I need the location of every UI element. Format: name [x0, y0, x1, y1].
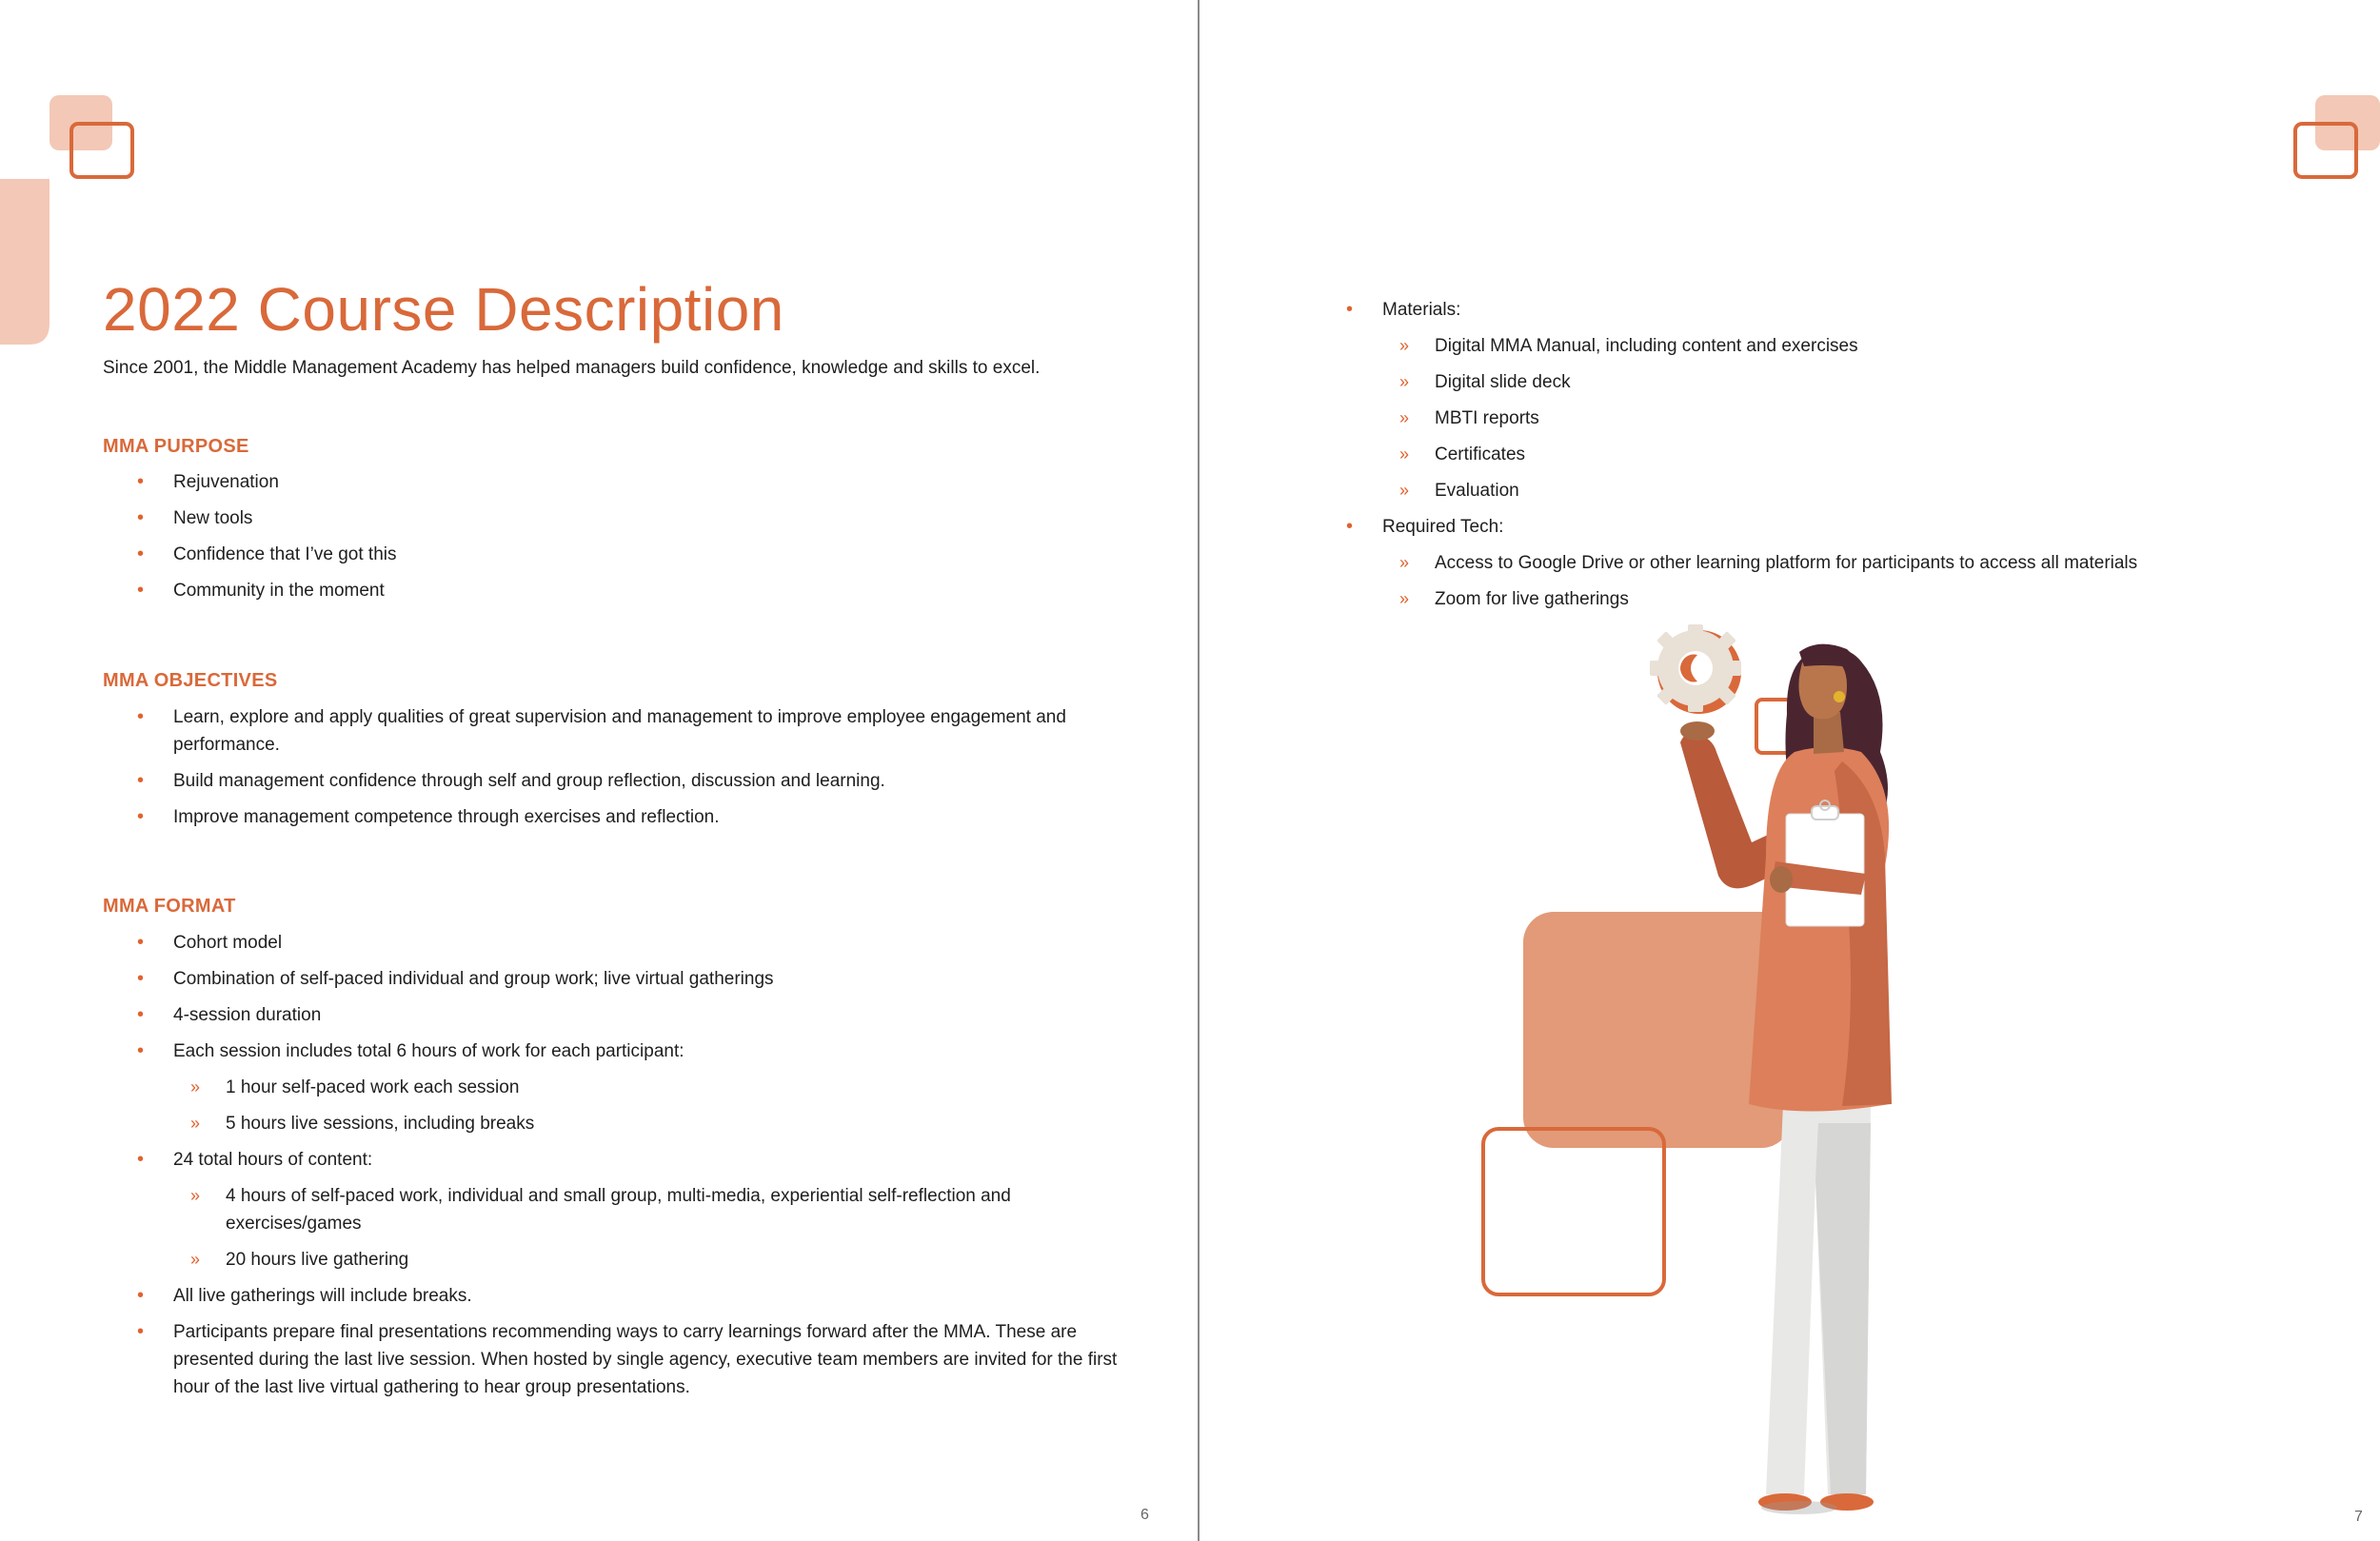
list-item-text: Required Tech: — [1382, 517, 1504, 537]
list-item — [103, 1282, 1131, 1310]
chevron-right-icon: » — [1399, 589, 1410, 608]
sub-list-item — [173, 1110, 1131, 1137]
sub-list-item — [1382, 405, 2340, 432]
page-number-left: 6 — [1140, 1507, 1149, 1523]
sub-list-item — [1382, 441, 2340, 468]
bullet-icon: • — [137, 1004, 145, 1025]
list-item-text: Learn, explore and apply qualities of great supervision and management to improve employee engagement and performance. — [173, 707, 1066, 755]
list-item — [103, 767, 1112, 795]
illustration-frame — [1483, 1129, 1664, 1294]
sub-list-item — [1382, 477, 2340, 504]
materials-list — [1312, 296, 2340, 622]
chevron-right-icon: » — [1399, 408, 1410, 427]
sub-list-item — [173, 1182, 1131, 1237]
list-item-text: Participants prepare final presentations recommending ways to carry learnings forward after the MMA. These are presented during the last live session. When hosted by single agency, executive team members are invited for the first hour of the last live virtual gathering to hear group presentations. — [173, 1322, 1118, 1397]
sub-list-item-text: Access to Google Drive or other learning platform for participants to access all materials — [1435, 553, 2138, 573]
chevron-right-icon: » — [1399, 481, 1410, 500]
bullet-icon: • — [137, 806, 145, 827]
sub-list — [173, 1074, 1131, 1137]
clipboard-icon — [1786, 800, 1864, 926]
bullet-icon: • — [137, 1285, 145, 1306]
sub-list-item-text: Certificates — [1435, 445, 1526, 464]
list-item — [103, 468, 1121, 496]
sub-list-item-text: 1 hour self-paced work each session — [226, 1077, 520, 1097]
sub-list-item-text: Evaluation — [1435, 481, 1519, 501]
chevron-right-icon: » — [190, 1186, 201, 1205]
bullet-icon: • — [137, 968, 145, 989]
bullet-icon: • — [137, 543, 145, 564]
list-item-text: Build management confidence through self and group reflection, discussion and learning. — [173, 771, 885, 791]
sub-list-item-text: 20 hours live gathering — [226, 1250, 409, 1270]
gear-icon — [1650, 624, 1741, 714]
sub-list — [173, 1182, 1131, 1274]
list-item — [1312, 296, 2340, 504]
chevron-right-icon: » — [190, 1077, 201, 1096]
list-item — [103, 577, 1121, 604]
list-item — [103, 1037, 1131, 1137]
page-number-right: 7 — [2354, 1509, 2363, 1525]
list-item-text: Improve management competence through exercises and reflection. — [173, 807, 720, 827]
sub-list — [1382, 332, 2340, 504]
list-item — [103, 1146, 1131, 1274]
list-item — [103, 504, 1121, 532]
list-item-text: Each session includes total 6 hours of work for each participant: — [173, 1041, 684, 1061]
sub-list-item — [1382, 549, 2340, 577]
purpose-heading: MMA PURPOSE — [103, 436, 249, 457]
list-item — [103, 1318, 1131, 1401]
sub-list-item-text: 4 hours of self-paced work, individual and small group, multi-media, experiential self-reflection and exercises/games — [226, 1186, 1011, 1234]
sub-list-item — [173, 1246, 1131, 1274]
page-title: 2022 Course Description — [103, 275, 784, 344]
bullet-icon: • — [1346, 299, 1354, 320]
sub-list-item-text: MBTI reports — [1435, 408, 1539, 428]
bullet-icon: • — [137, 1149, 145, 1170]
bullet-icon: • — [137, 1040, 145, 1061]
woman-illustration — [1480, 609, 2147, 1523]
list-item-text: Materials: — [1382, 300, 1461, 320]
sub-list-item-text: 5 hours live sessions, including breaks — [226, 1114, 535, 1134]
list-item — [103, 1001, 1131, 1029]
list-item-text: 4-session duration — [173, 1005, 322, 1025]
chevron-right-icon: » — [1399, 553, 1410, 572]
list-item — [103, 541, 1121, 568]
list-item-text: Rejuvenation — [173, 472, 279, 492]
list-item — [103, 803, 1112, 831]
sub-list-item — [1382, 332, 2340, 360]
sub-list-item-text: Digital slide deck — [1435, 372, 1571, 392]
sub-list-item-text: Digital MMA Manual, including content and exercises — [1435, 336, 1858, 356]
intro-text: Since 2001, the Middle Management Academy has helped managers build confidence, knowledge and skills to excel. — [103, 358, 1041, 378]
sub-list — [1382, 549, 2340, 613]
list-item-text: Cohort model — [173, 933, 283, 953]
chevron-right-icon: » — [1399, 336, 1410, 355]
list-item — [103, 703, 1112, 759]
list-item — [1312, 513, 2340, 613]
corner-decoration-right — [2285, 0, 2380, 190]
list-item-text: Community in the moment — [173, 581, 385, 601]
bullet-icon: • — [137, 1321, 145, 1342]
bullet-icon: • — [137, 507, 145, 528]
bullet-icon: • — [137, 580, 145, 601]
purpose-list — [103, 468, 1121, 613]
sub-list-item — [173, 1074, 1131, 1101]
bullet-icon: • — [137, 932, 145, 953]
list-item-text: New tools — [173, 508, 253, 528]
chevron-right-icon: » — [190, 1114, 201, 1133]
chevron-right-icon: » — [1399, 445, 1410, 464]
list-item — [103, 965, 1131, 993]
chevron-right-icon: » — [1399, 372, 1410, 391]
format-heading: MMA FORMAT — [103, 896, 236, 917]
earring — [1834, 691, 1845, 702]
list-item-text: Combination of self-paced individual and group work; live virtual gatherings — [173, 969, 774, 989]
objectives-heading: MMA OBJECTIVES — [103, 670, 278, 691]
right-page — [1200, 0, 2380, 1541]
bullet-icon: • — [137, 770, 145, 791]
objectives-list — [103, 703, 1112, 840]
list-item-text: Confidence that I’ve got this — [173, 544, 397, 564]
list-item-text: 24 total hours of content: — [173, 1150, 373, 1170]
sub-list-item — [1382, 368, 2340, 396]
bullet-icon: • — [137, 706, 145, 727]
list-item-text: All live gatherings will include breaks. — [173, 1286, 472, 1306]
list-item — [103, 929, 1131, 957]
format-list — [103, 929, 1131, 1410]
bullet-icon: • — [137, 471, 145, 492]
sub-list-item-text: Zoom for live gatherings — [1435, 589, 1629, 609]
bullet-icon: • — [1346, 516, 1354, 537]
chevron-right-icon: » — [190, 1250, 201, 1269]
illustration-panel — [1523, 912, 1792, 1148]
